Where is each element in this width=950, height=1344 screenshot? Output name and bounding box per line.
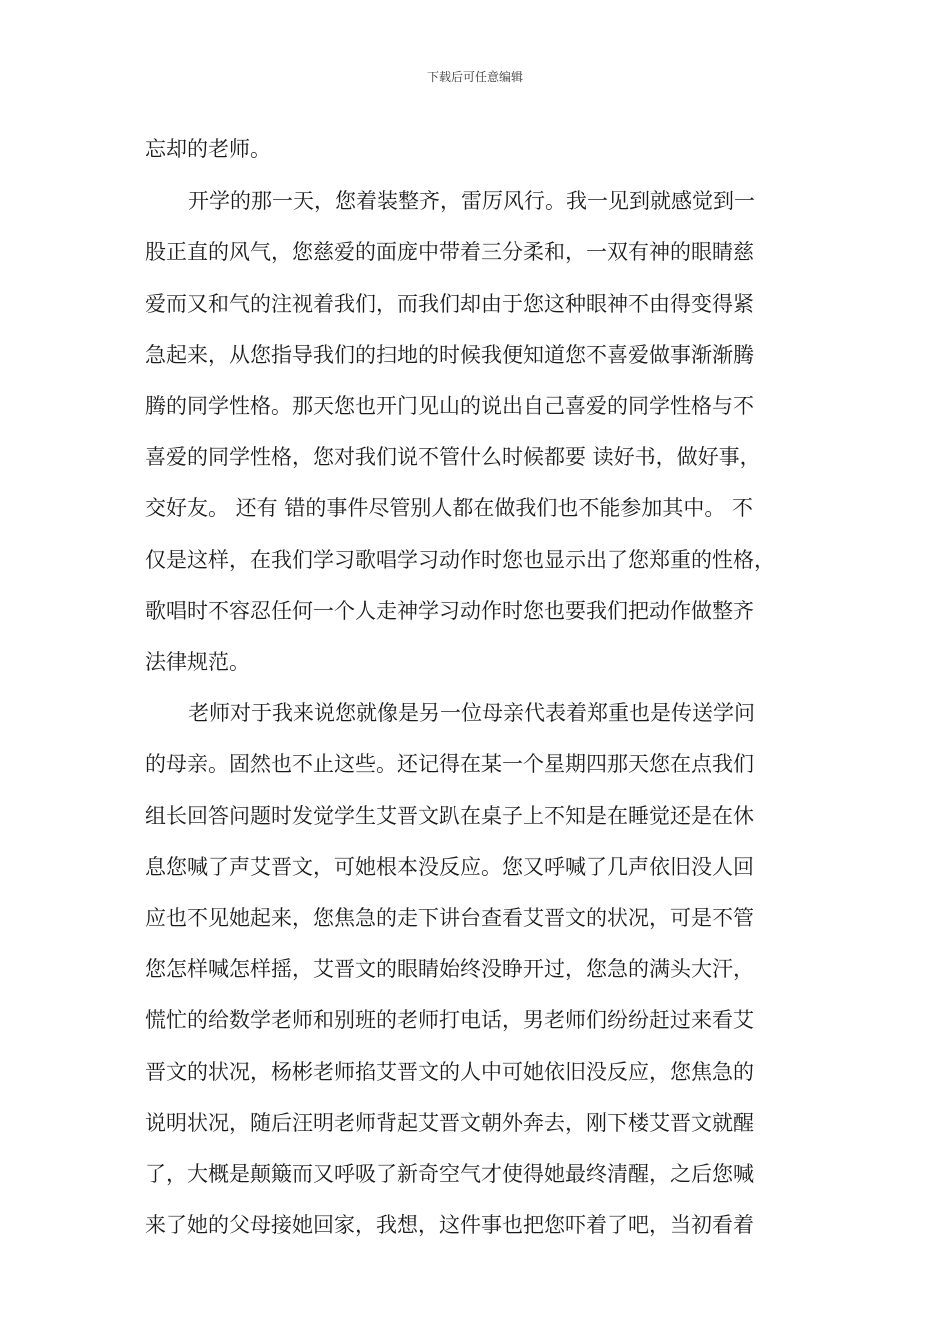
text-line: 交好友。 还有 错的事件尽管别人都在做我们也不能参加其中。 不: [145, 496, 754, 520]
page-header: 下载后可任意编辑: [426, 70, 523, 84]
text-line: 您怎样喊怎样摇，艾晋文的眼睛始终没睁开过，您急的满头大汗，: [145, 957, 754, 981]
text-line: 腾的同学性格。那天您也开门见山的说出自己喜爱的同学性格与不: [145, 394, 754, 418]
text-line: 晋文的状况，杨彬老师掐艾晋文的人中可她依旧没反应，您焦急的: [145, 1060, 754, 1084]
text-line: 爱而又和气的注视着我们，而我们却由于您这种眼神不由得变得紧: [145, 292, 754, 316]
text-line: 老师对于我来说您就像是另一位母亲代表着郑重也是传送学问: [188, 701, 755, 725]
text-line: 来了她的父母接她回家，我想，这件事也把您吓着了吧，当初看着: [145, 1213, 754, 1237]
text-line: 法律规范。: [145, 650, 250, 674]
text-line: 慌忙的给数学老师和别班的老师打电话，男老师们纷纷赶过来看艾: [145, 1008, 754, 1032]
text-line: 急起来，从您指导我们的扫地的时候我便知道您不喜爱做事渐渐腾: [145, 343, 754, 367]
text-line: 股正直的风气，您慈爱的面庞中带着三分柔和，一双有神的眼睛慈: [145, 240, 754, 264]
text-line: 歌唱时不容忍任何一个人走神学习动作时您也要我们把动作做整齐: [145, 599, 754, 623]
text-line: 息您喊了声艾晋文，可她根本没反应。您又呼喊了几声依旧没人回: [145, 855, 754, 879]
text-line: 说明状况，随后汪明老师背起艾晋文朝外奔去，刚下楼艾晋文就醒: [145, 1111, 754, 1135]
text-line: 了，大概是颠簸而又呼吸了新奇空气才使得她最终清醒，之后您喊: [145, 1162, 754, 1186]
text-line: 的母亲。固然也不止这些。还记得在某一个星期四那天您在点我们: [145, 752, 754, 776]
text-line: 应也不见她起来，您焦急的走下讲台查看艾晋文的状况，可是不管: [145, 906, 754, 930]
text-line: 仅是这样，在我们学习歌唱学习动作时您也显示出了您郑重的性格，: [145, 548, 775, 572]
text-line: 开学的那一天，您着装整齐，雷厉风行。我一见到就感觉到一: [188, 189, 755, 213]
text-line: 喜爱的同学性格，您对我们说不管什么时候都要 读好书，做好事，: [145, 445, 761, 469]
text-line: 组长回答问题时发觉学生艾晋文趴在桌子上不知是在睡觉还是在休: [145, 804, 754, 828]
text-line: 忘却的老师。: [145, 137, 271, 161]
